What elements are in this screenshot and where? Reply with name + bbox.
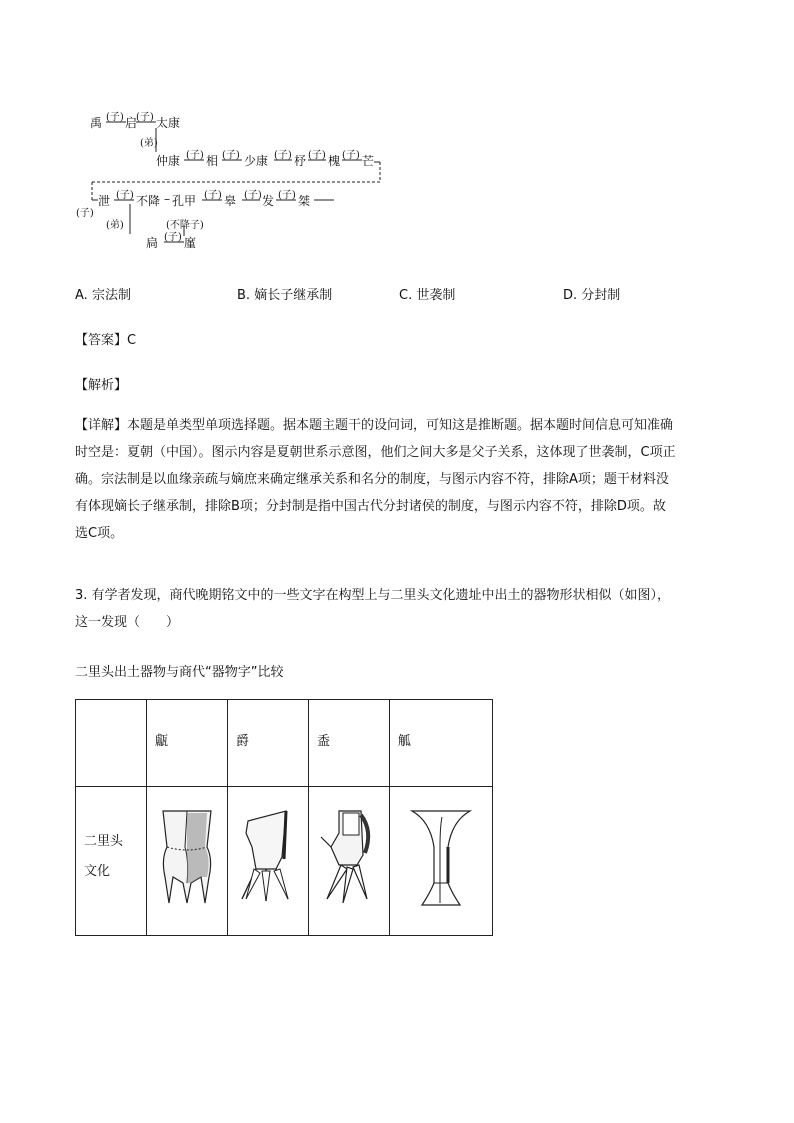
node-huai: 槐: [328, 154, 341, 168]
analysis-line: 有体现嫡长子继承制，排除B项；分封制是指中国古代分封诸侯的制度，与图示内容不符，排除D项。故: [75, 499, 666, 514]
jue-vessel-image: [236, 807, 300, 907]
node-jiong: 扃: [146, 236, 159, 250]
option-letter: C.: [399, 288, 413, 303]
option-text: 嫡长子继承制: [254, 288, 333, 303]
label-zi: (子): [278, 190, 296, 201]
question-line: 3. 有学者发现，商代晚期铭文中的一些文字在构型上与二里头文化遗址中出土的器物形状相似（如图），: [75, 588, 671, 603]
label-zi: (子): [222, 150, 240, 161]
row-label: [76, 787, 146, 887]
question-3: [75, 582, 725, 636]
header-yan: 甗: [155, 734, 169, 749]
label-bujiangzi: (不降子): [166, 220, 204, 231]
node-taikang: 太康: [156, 116, 181, 130]
vessel-cell: [147, 787, 228, 936]
node-qi: 启: [125, 116, 138, 130]
analysis-line: 【详解】本题是单类型单项选择题。据本题主题干的设问词，可知这是推断题。据本题时间信息可知准确: [75, 418, 674, 433]
option-text: 世袭制: [416, 288, 456, 303]
label-zi: (子): [204, 190, 222, 201]
he-vessel-image: [317, 807, 381, 907]
label-zi: (子): [136, 112, 154, 123]
header-cell-empty: [76, 700, 147, 787]
table-title: 二里头出土器物与商代“器物字”比较: [75, 665, 284, 680]
node-jie: 桀: [298, 194, 311, 208]
label-di: (弟): [140, 138, 158, 149]
vessel-cell: [228, 787, 309, 936]
vessel-cell: [309, 787, 390, 936]
node-zhongkang: 仲康: [156, 154, 181, 168]
label-zi: (子): [76, 208, 94, 219]
node-mang: 芒: [362, 154, 375, 168]
option-c[interactable]: [399, 284, 455, 303]
node-bujiang: 不降: [136, 194, 161, 208]
question-line: 这一发现（ ）: [75, 615, 180, 630]
label-zi: (子): [274, 150, 292, 161]
node-xie: 泄: [98, 194, 111, 208]
analysis-line: 选C项。: [75, 526, 124, 541]
xia-genealogy-diagram: [70, 100, 400, 260]
row-label-cell: [76, 787, 147, 936]
header-he: 盉: [317, 734, 331, 749]
label-zi: (子): [342, 150, 360, 161]
analysis-heading: 【解析】: [75, 378, 128, 393]
vessel-comparison-table: [75, 699, 493, 936]
option-b[interactable]: [237, 284, 332, 303]
node-gao: 皋: [224, 194, 237, 208]
header-cell: [390, 700, 493, 787]
node-zhu: 杼: [294, 154, 307, 168]
table-header-row: [76, 700, 493, 787]
header-cell: [228, 700, 309, 787]
yan-vessel-image: [155, 807, 219, 907]
analysis-line: 时空是：夏朝（中国）。图示内容是夏朝世系示意图，他们之间大多是父子关系，这体现了世袭制，C项正: [75, 445, 676, 460]
node-shaokang: 少康: [244, 154, 269, 168]
header-cell: [147, 700, 228, 787]
row-label-line: 文化: [84, 864, 111, 879]
analysis-paragraph: [75, 412, 725, 547]
label-zi: (子): [308, 150, 326, 161]
option-letter: B.: [237, 288, 251, 303]
node-kongjia: 孔甲: [172, 194, 197, 208]
row-label-line: 二里头: [84, 834, 124, 849]
node-fa: 发: [262, 194, 275, 208]
gu-vessel-image: [406, 807, 476, 911]
header-cell: [309, 700, 390, 787]
label-zi: (子): [244, 190, 262, 201]
node-jin: 廑: [184, 236, 197, 250]
node-xiang: 相: [206, 154, 219, 168]
header-jue: 爵: [236, 734, 250, 749]
node-connector-dash: –: [164, 192, 170, 206]
table-row: [76, 787, 493, 936]
label-zi: (子): [164, 232, 182, 243]
header-gu: 觚: [398, 734, 412, 749]
option-text: 分封制: [581, 288, 621, 303]
label-zi: (子): [116, 190, 134, 201]
option-letter: A.: [75, 288, 88, 303]
genealogy-lines: [70, 100, 400, 260]
node-yu: 禹: [90, 116, 103, 130]
option-a[interactable]: [75, 284, 131, 303]
option-d[interactable]: [563, 284, 620, 303]
label-di: (弟): [106, 220, 124, 231]
analysis-line: 确。宗法制是以血缘亲疏与嫡庶来确定继承关系和名分的制度，与图示内容不符，排除A项；题干材料没: [75, 472, 669, 487]
option-text: 宗法制: [91, 288, 131, 303]
answer-line: 【答案】C: [75, 333, 137, 348]
option-letter: D.: [563, 288, 578, 303]
vessel-cell: [390, 787, 493, 936]
label-zi: (子): [106, 112, 124, 123]
label-zi: (子): [186, 150, 204, 161]
